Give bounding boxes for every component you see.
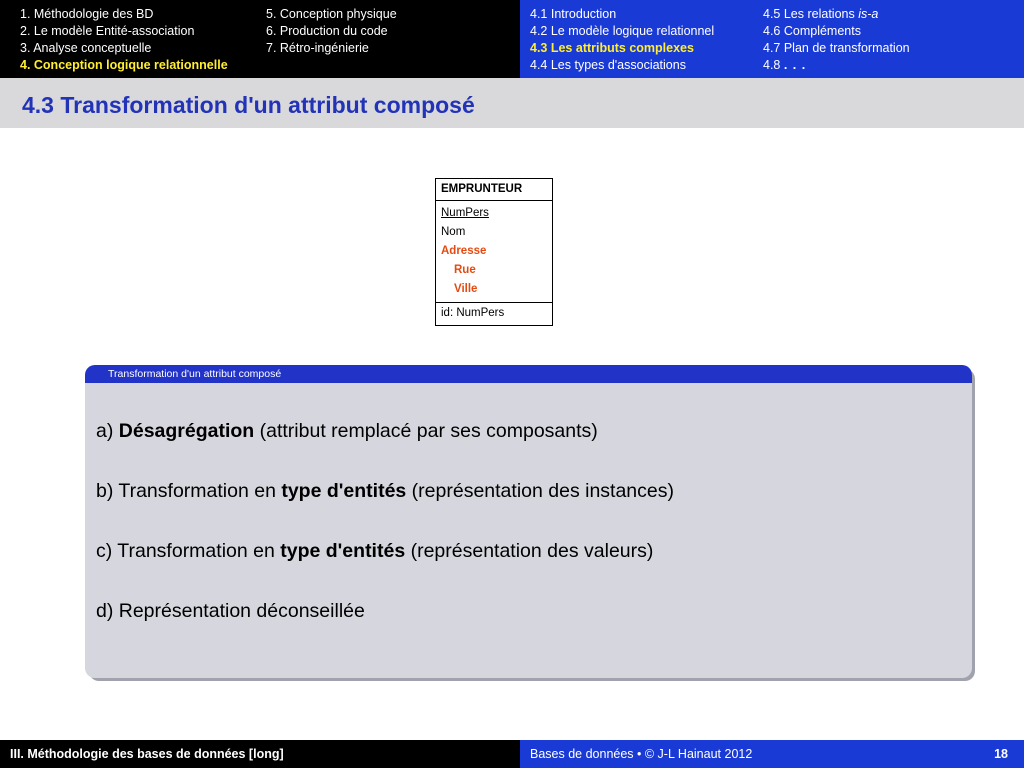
attribute-nom: Nom [441, 226, 466, 238]
nav-subsection-4-8-dots: . . . [783, 58, 807, 72]
block-item-d [96, 599, 972, 659]
attribute-rue: Rue [454, 264, 476, 276]
nav-subsections-panel [520, 0, 1024, 78]
nav-subsection-4-6[interactable]: 4.6 Compléments [763, 24, 861, 38]
attribute-adresse: Adresse [441, 245, 487, 257]
nav-subsection-4-8[interactable] [763, 57, 910, 74]
footer-info [520, 740, 1024, 768]
transformation-block [85, 365, 972, 678]
entity-box-emprunteur [435, 178, 553, 326]
nav-section-4-current[interactable]: 4. Conception logique relationnelle [20, 58, 228, 72]
block-item-c-bold: type d'entités [280, 540, 406, 562]
nav-subsections-col1 [530, 6, 714, 74]
nav-subsection-4-2[interactable]: 4.2 Le modèle logique relationnel [530, 24, 715, 38]
frame-title-bar [0, 78, 1024, 128]
nav-section-7[interactable]: 7. Rétro-ingénierie [266, 41, 369, 55]
page-title: 4.3 Transformation d'un attribut composé [22, 92, 475, 118]
nav-sections-panel [0, 0, 520, 78]
page-number: 18 [994, 747, 1008, 761]
nav-subsection-4-1[interactable]: 4.1 Introduction [530, 7, 617, 21]
entity-identifier: id: NumPers [441, 307, 505, 319]
nav-subsection-4-5-italic: is-a [858, 7, 879, 21]
block-item-a-prefix: a) [96, 420, 119, 442]
nav-section-6[interactable]: 6. Production du code [266, 24, 388, 38]
nav-section-3[interactable]: 3. Analyse conceptuelle [20, 41, 152, 55]
navigation-header [0, 0, 1024, 78]
nav-subsection-4-5-text: 4.5 Les relations [763, 7, 859, 21]
block-item-a-bold: Désagrégation [118, 420, 255, 442]
attribute-numpers: NumPers [441, 207, 489, 219]
footer-copyright: Bases de données • © J-L Hainaut 2012 [530, 747, 753, 761]
block-item-c-suffix: (représentation des valeurs) [405, 540, 654, 562]
nav-subsections-col2 [763, 6, 910, 74]
nav-subsection-4-5[interactable] [763, 6, 910, 23]
block-item-c-prefix: c) Transformation en [96, 540, 281, 562]
entity-attributes [436, 201, 552, 303]
block-item-a [96, 419, 972, 479]
block-item-c [96, 539, 972, 599]
nav-section-2[interactable]: 2. Le modèle Entité-association [20, 24, 195, 38]
nav-subsection-4-4[interactable]: 4.4 Les types d'associations [530, 58, 686, 72]
footer-section-title: III. Méthodologie des bases de données [long] [0, 740, 520, 768]
block-item-b-bold: type d'entités [281, 480, 407, 502]
block-title: Transformation d'un attribut composé [85, 365, 972, 383]
block-item-d-prefix: d) Représentation déconseillée [96, 600, 365, 622]
block-item-a-suffix: (attribut remplacé par ses composants) [254, 420, 598, 442]
nav-section-5[interactable]: 5. Conception physique [266, 7, 397, 21]
nav-section-1[interactable]: 1. Méthodologie des BD [20, 7, 154, 21]
attribute-ville: Ville [454, 283, 478, 295]
block-item-b-suffix: (représentation des instances) [406, 480, 674, 502]
footer [0, 740, 1024, 768]
nav-subsection-4-3-current[interactable]: 4.3 Les attributs complexes [530, 41, 694, 55]
entity-name: EMPRUNTEUR [436, 179, 552, 201]
nav-subsection-4-8-text: 4.8 [763, 58, 784, 72]
block-item-b [96, 479, 972, 539]
nav-sections-col2 [266, 6, 397, 57]
block-body [85, 383, 972, 659]
nav-sections-col1 [20, 6, 228, 74]
block-item-b-prefix: b) Transformation en [96, 480, 282, 502]
nav-subsection-4-7[interactable]: 4.7 Plan de transformation [763, 41, 910, 55]
